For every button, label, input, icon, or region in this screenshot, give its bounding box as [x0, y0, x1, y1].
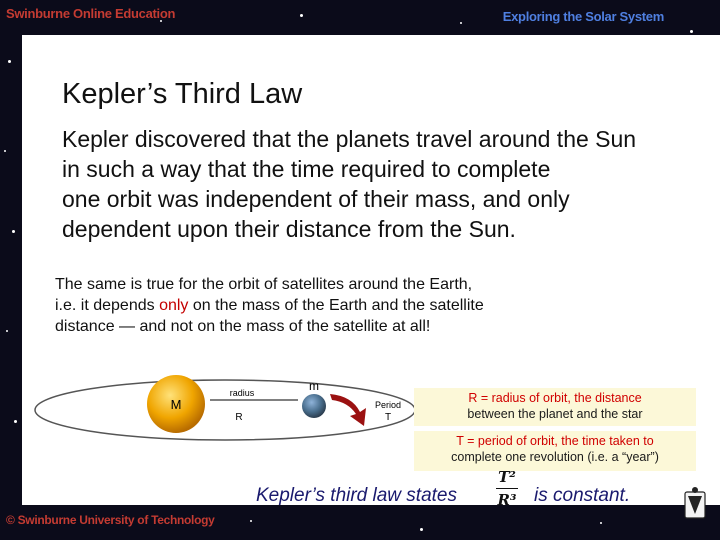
intro-paragraph [62, 124, 682, 244]
satellite-line-suffix: on the mass of the Earth and the satellite [188, 297, 484, 314]
period-label: Period [374, 400, 402, 410]
radius-definition-line: R = radius of orbit, the distance [468, 391, 642, 405]
satellite-paragraph [55, 274, 615, 337]
period-symbol: T [384, 412, 392, 423]
period-definition-line: T = period of orbit, the time taken to [456, 434, 654, 448]
page-title: Kepler’s Third Law [62, 78, 303, 110]
star-decoration [420, 528, 423, 531]
star-decoration [14, 420, 17, 423]
university-crest-icon [682, 486, 708, 522]
period-definition [414, 431, 696, 471]
period-definition-line: complete one revolution (i.e. a “year”) [451, 450, 659, 464]
formula-denominator: R³ [497, 491, 517, 509]
copyright-notice: © Swinburne University of Technology [6, 513, 215, 527]
star-decoration [4, 150, 6, 152]
satellite-line [55, 295, 615, 316]
radius-symbol: R [235, 412, 243, 423]
intro-line: in such a way that the time required to complete [62, 156, 551, 182]
org-name: Swinburne Online Education [6, 6, 176, 21]
central-mass-label: M [170, 397, 182, 412]
radius-label: radius [229, 388, 255, 398]
star-decoration [690, 30, 693, 33]
radius-definition [414, 388, 696, 426]
course-title: Exploring the Solar System [502, 9, 664, 24]
planet-icon [302, 394, 326, 418]
intro-line: dependent upon their distance from the Sun. [62, 216, 516, 242]
law-formula [496, 468, 518, 509]
radius-definition-line: between the planet and the star [467, 407, 643, 421]
intro-line: one orbit was independent of their mass, and only [62, 186, 570, 212]
motion-arrow-icon [330, 394, 366, 426]
star-decoration [250, 520, 252, 522]
emphasis-only: only [159, 297, 189, 314]
satellite-mass-label: m [309, 379, 319, 393]
star-decoration [460, 22, 462, 24]
star-decoration [300, 14, 303, 17]
satellite-line: The same is true for the orbit of satellites around the Earth, [55, 276, 473, 293]
satellite-line-prefix: i.e. it depends [55, 297, 160, 314]
intro-line: Kepler discovered that the planets travel around the Sun [62, 126, 637, 152]
satellite-line: distance — and not on the mass of the satellite at all! [55, 318, 431, 335]
formula-numerator: T² [496, 468, 518, 489]
star-decoration [6, 330, 8, 332]
law-statement-suffix: is constant. [534, 485, 631, 506]
star-decoration [8, 60, 11, 63]
orbit-diagram [30, 372, 420, 472]
star-decoration [12, 230, 15, 233]
law-statement-prefix: Kepler’s third law states [256, 485, 458, 506]
star-decoration [600, 522, 602, 524]
